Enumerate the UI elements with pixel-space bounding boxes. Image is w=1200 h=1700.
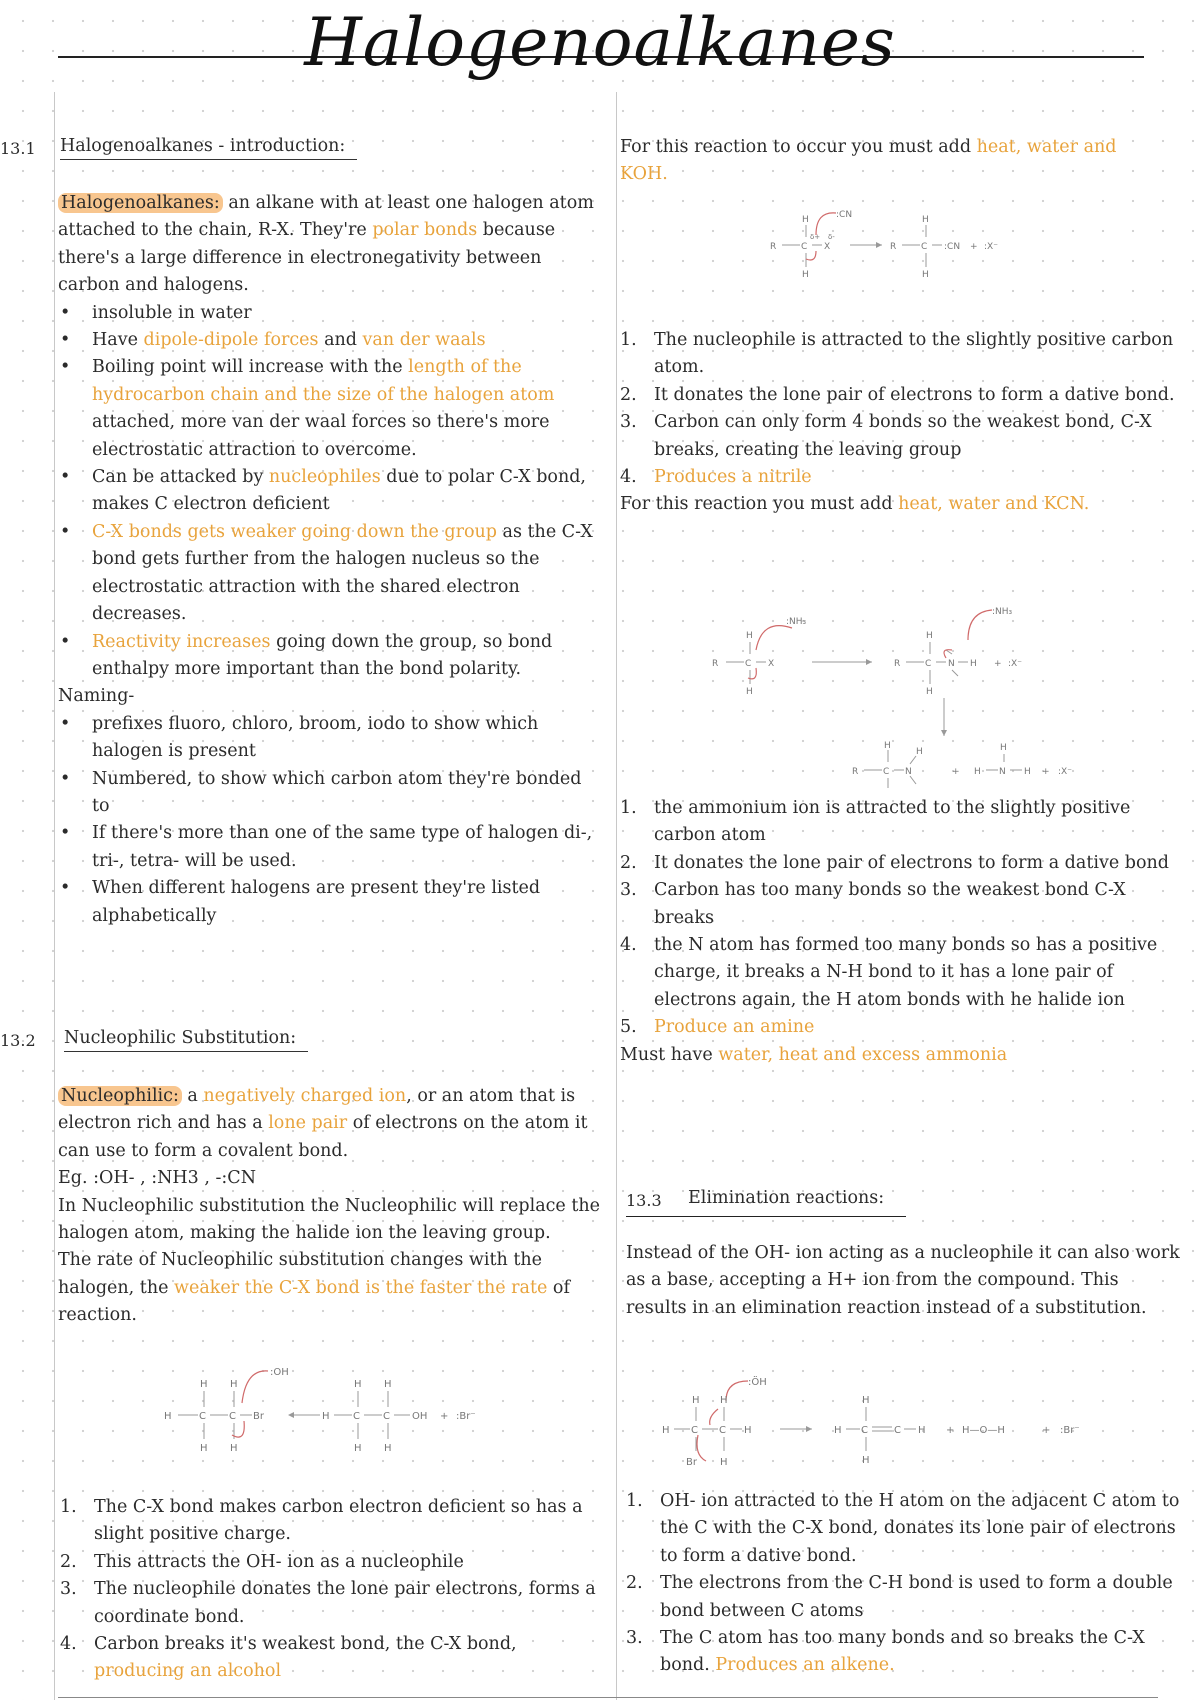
substitution-steps [60, 1494, 605, 1686]
text: It donates the lone pair of electrons to form a dative bond [654, 852, 1169, 873]
atom-label: C [925, 659, 932, 669]
atom-label: :CN [944, 242, 961, 252]
step-number: 2. [626, 1573, 643, 1594]
elimination-diagram [662, 1375, 1152, 1485]
step-number: 4. [60, 1634, 77, 1655]
atom-label: R [894, 659, 901, 669]
highlight: producing an alcohol [94, 1661, 282, 1682]
list-item [58, 820, 598, 875]
text: , or an atom that is electron rich and has a [58, 1086, 576, 1134]
column-divider [616, 92, 617, 1700]
text: If there's more than one of the same type of halogen di-, tri-, tetra- will be used. [92, 823, 593, 871]
highlight: polar bonds [372, 220, 478, 241]
plus-sign: + [946, 1425, 955, 1436]
highlight: length of the hydrocarbon chain and the size of the halogen atom [92, 357, 555, 405]
bottom-rule [58, 1697, 1158, 1698]
text: The rate of Nucleophilic substitution changes with the halogen, the [58, 1250, 543, 1298]
atom-label: C [745, 659, 752, 669]
text: Numbered, to show which carbon atom they're bonded to [92, 768, 582, 816]
naming-heading: Naming- [58, 686, 135, 707]
atom-label: OH [412, 1411, 428, 1422]
list-item [620, 850, 1180, 877]
list-item [58, 629, 598, 684]
atom-label: Br [253, 1411, 264, 1422]
atom-label: H [662, 1425, 670, 1436]
atom-label: H [200, 1379, 208, 1390]
atom-label: H [720, 1395, 728, 1406]
substitution-description: In Nucleophilic substitution the Nucleophilic will replace the halogen atom, making the halide ion the leaving group. [58, 1195, 601, 1244]
atom-label: C [861, 1425, 868, 1436]
text: of reaction. [58, 1277, 570, 1326]
list-item [58, 327, 598, 354]
cyanide-steps [620, 327, 1180, 519]
text: Carbon breaks it's weakest bond, the C-X bond, [94, 1634, 517, 1655]
atom-label: H [200, 1443, 208, 1454]
steps-list [626, 1488, 1186, 1680]
term-marker: Halogenoalkanes: [58, 193, 223, 213]
list-item [620, 409, 1180, 464]
ammonia-steps [620, 795, 1180, 1069]
section-13-3-underline [626, 1216, 906, 1217]
atom-label: H [230, 1443, 238, 1454]
atom-label: H [926, 687, 933, 697]
step-number: 1. [626, 1491, 643, 1511]
section-title-text: Elimination reactions: [688, 1188, 885, 1208]
list-item [620, 877, 1180, 932]
atom-label: N [948, 659, 955, 669]
kcn-condition [620, 491, 1180, 518]
partial-charge: δ- [828, 233, 835, 241]
atom-label: C [921, 242, 928, 252]
plus-sign: + [1042, 767, 1050, 777]
text: Must have [620, 1044, 719, 1065]
list-item [620, 327, 1180, 382]
text: Have [92, 330, 144, 351]
steps-list [620, 795, 1180, 1042]
atom-label: C [883, 767, 890, 777]
atom-label: H [862, 1395, 870, 1406]
highlight: nucleophiles [268, 467, 381, 488]
atom-label: H [802, 270, 809, 280]
intro-block [58, 190, 598, 930]
water-label: H—O—H [962, 1425, 1005, 1436]
text: Carbon has too many bonds so the weakest bond C-X breaks [654, 880, 1126, 928]
left-margin-line [54, 92, 55, 1700]
atom-label: H [834, 1425, 842, 1436]
definition [58, 190, 598, 300]
step-number: 1. [620, 330, 637, 350]
list-item [60, 1549, 605, 1576]
list-item [626, 1488, 1186, 1570]
highlight: Produce an amine [654, 1017, 815, 1038]
hydroxide-label: :ÖH [748, 1377, 767, 1388]
list-item [58, 711, 598, 766]
atom-label: C [353, 1411, 360, 1422]
atom-label: H [974, 767, 981, 777]
text: The electrons from the C-H bond is used to form a double bond between C atoms [660, 1573, 1173, 1621]
atom-label: H [746, 687, 753, 697]
atom-label: H [926, 631, 933, 641]
section-number-13-1: 13.1 [0, 139, 36, 158]
steps-list [60, 1494, 605, 1686]
text: going down the group, so bond enthalpy more important than the bond polarity. [92, 631, 553, 679]
step-number: 3. [626, 1628, 643, 1649]
list-item [60, 1631, 605, 1686]
highlight: heat, water and KOH. [620, 137, 1117, 185]
atom-label: H [354, 1379, 362, 1390]
highlight: Produces an alkene. [715, 1655, 895, 1676]
list-item [626, 1625, 1186, 1680]
nucleophile-definition [58, 1083, 603, 1165]
bromide-label: :Br⁻ [1060, 1425, 1080, 1436]
ammonia-label: :NH₃ [992, 607, 1013, 617]
atom-label: X [768, 659, 775, 669]
atom-label: X [824, 242, 831, 252]
list-item [58, 300, 598, 327]
ammonia-label: :NH₃ [786, 617, 807, 627]
step-number: 4. [620, 935, 637, 956]
text: insoluble in water [92, 302, 252, 323]
list-item [626, 1570, 1186, 1625]
nucleophile-block [58, 1083, 603, 1330]
text: prefixes fluoro, chloro, broom, iodo to show which halogen is present [92, 713, 539, 762]
plus-sign: + [970, 242, 978, 252]
highlight: Produces a nitrile [654, 467, 812, 488]
text: The C atom has too many bonds and so breaks the C-X bond. [660, 1628, 1145, 1676]
term-marker: Nucleophilic: [58, 1086, 182, 1106]
oh-substitution-diagram [160, 1355, 520, 1465]
atom-label: H [354, 1443, 362, 1454]
plus-sign: + [440, 1411, 449, 1422]
halide-label: :X⁻ [1058, 767, 1072, 777]
plus-sign: + [952, 767, 960, 777]
atom-label: H [1024, 767, 1031, 777]
koh-condition [620, 134, 1160, 189]
list-item [60, 1494, 605, 1549]
highlight: C-X bonds gets weaker going down the group [92, 521, 497, 542]
step-number: 2. [620, 852, 637, 873]
section-number-13-3: 13.3 [626, 1191, 662, 1210]
text: The nucleophile is attracted to the slightly positive carbon atom. [654, 330, 1174, 378]
text: OH- ion attracted to the H atom on the adjacent C atom to the C with the C-X bond, donates its lone pair of electrons to form a dative bond. [660, 1491, 1180, 1566]
elimination-steps [626, 1488, 1186, 1680]
text: Boiling point will increase with the [92, 357, 409, 378]
text: as the C-X bond gets further from the halogen nucleus so the electrostatic attraction with the shared electron decreases. [92, 521, 593, 625]
atom-label: H [802, 215, 809, 225]
property-list [58, 300, 598, 684]
atom-label: H [918, 1425, 926, 1436]
atom-label: C [383, 1411, 390, 1422]
list-item [620, 464, 1180, 491]
text: Instead of the OH- ion acting as a nucleophile it can also work as a base, accepting a H+ ion from the compound. This results in an elimination reaction instead of a substitution. [626, 1243, 1180, 1318]
text: For this reaction you must add [620, 494, 899, 515]
section-number-13-2: 13.2 [0, 1031, 36, 1050]
highlight: dipole-dipole forces [143, 330, 319, 351]
atom-label: C [894, 1425, 901, 1436]
cyanide-label: :CN [836, 210, 853, 220]
elimination-intro [626, 1240, 1181, 1322]
atom-label: C [199, 1411, 206, 1422]
list-item [58, 354, 598, 464]
list-item [58, 875, 598, 930]
atom-label: H [746, 631, 753, 641]
text: of electrons on the atom it can use to form a covalent bond. [58, 1113, 588, 1161]
highlight: heat, water and KCN. [898, 494, 1090, 515]
atom-label: H [322, 1411, 330, 1422]
text: The nucleophile donates the lone pair electrons, forms a coordinate bond. [94, 1579, 596, 1627]
highlight: Reactivity increases [92, 631, 271, 652]
ammonia-condition [620, 1042, 1180, 1069]
atom-label: C [229, 1411, 236, 1422]
atom-label: C [691, 1425, 698, 1436]
atom-label: H [970, 659, 977, 669]
text: When different halogens are present they're listed alphabetically [92, 878, 541, 926]
step-number: 3. [620, 412, 637, 433]
text: Can be attacked by [92, 467, 269, 488]
highlight: lone pair [268, 1113, 348, 1134]
atom-label: R [770, 242, 777, 252]
section-title-13-2 [64, 1028, 308, 1052]
highlight: negatively charged ion [203, 1086, 407, 1106]
atom-label: H [384, 1443, 392, 1454]
list-item [60, 1576, 605, 1631]
atom-label: H [384, 1379, 392, 1390]
cyanide-substitution-diagram [770, 205, 1030, 285]
atom-label: Br [686, 1457, 697, 1468]
bromide-label: :Br⁻ [456, 1411, 476, 1422]
naming-list [58, 711, 598, 930]
plus-sign: + [994, 659, 1002, 669]
text: an alkane with at least one halogen atom attached to the chain, R-X. They're [58, 193, 594, 241]
step-number: 3. [620, 880, 637, 901]
halide-label: :X⁻ [984, 242, 998, 252]
atom-label: H [744, 1425, 752, 1436]
rate-description [58, 1247, 603, 1329]
atom-label: R [890, 242, 897, 252]
text: the ammonium ion is attracted to the slightly positive carbon atom [654, 798, 1131, 846]
step-number: 1. [620, 798, 637, 818]
step-number: 4. [620, 467, 637, 488]
list-item [620, 932, 1180, 1014]
atom-label: C [719, 1425, 726, 1436]
list-item [58, 464, 598, 519]
list-item [58, 519, 598, 629]
atom-label: H [692, 1395, 700, 1406]
section-title-13-3 [688, 1188, 884, 1208]
atom-label: H [862, 1455, 870, 1466]
atom-label: R [852, 767, 859, 777]
atom-label: H [164, 1411, 172, 1422]
text: It donates the lone pair of electrons to form a dative bond. [654, 384, 1175, 405]
text: Carbon can only form 4 bonds so the weakest bond, C-X breaks, creating the leaving group [654, 412, 1152, 460]
list-item [620, 382, 1180, 409]
page-title: Halogenoalkanes [304, 4, 896, 81]
text: because there's a large difference in electronegativity between carbon and halogens. [58, 220, 556, 296]
step-number: 1. [60, 1497, 77, 1517]
step-number: 5. [620, 1017, 637, 1038]
section-title-text: Halogenoalkanes - introduction: [60, 136, 357, 160]
atom-label: H [884, 741, 891, 751]
hydroxide-label: :OH [270, 1367, 289, 1378]
atom-label: H [922, 215, 929, 225]
halide-label: :X⁻ [1008, 659, 1022, 669]
plus-sign: + [1042, 1425, 1051, 1436]
ammonia-substitution-diagram [712, 588, 1112, 788]
list-item [620, 795, 1180, 850]
atom-label: H [720, 1457, 728, 1468]
text: due to polar C-X bond, makes C electron deficient [92, 467, 586, 515]
text: a [181, 1086, 204, 1106]
step-number: 3. [60, 1579, 77, 1600]
text: and [318, 330, 363, 351]
step-number: 2. [620, 384, 637, 405]
atom-label: N [999, 767, 1006, 777]
atom-label: H [922, 270, 929, 280]
text: For this reaction to occur you must add [620, 137, 977, 157]
steps-list [620, 327, 1180, 491]
text: This attracts the OH- ion as a nucleophile [94, 1551, 464, 1572]
highlight: van der waals [362, 330, 486, 351]
partial-charge: δ+ [810, 233, 821, 241]
list-item [58, 766, 598, 821]
atom-label: H [1000, 743, 1007, 753]
highlight: weaker the C-X bond is the faster the rate [174, 1277, 548, 1298]
text: attached, more van der waal forces so there's more electrostatic attraction to overcome. [92, 412, 550, 460]
section-title-13-1 [60, 136, 357, 160]
text: The C-X bond makes carbon electron deficient so has a slight positive charge. [94, 1497, 583, 1545]
examples: Eg. :OH- , :NH3 , -:CN [58, 1168, 257, 1189]
atom-label: H [230, 1379, 238, 1390]
highlight: water, heat and excess ammonia [718, 1044, 1008, 1065]
section-title-text: Nucleophilic Substitution: [64, 1028, 308, 1052]
atom-label: H [916, 747, 923, 757]
step-number: 2. [60, 1551, 77, 1572]
atom-label: R [712, 659, 719, 669]
list-item [620, 1014, 1180, 1041]
atom-label: N [905, 767, 912, 777]
atom-label: C [801, 242, 808, 252]
text: the N atom has formed too many bonds so has a positive charge, it breaks a N-H bond to it has a lone pair of electrons again, the H atom bonds with he halide ion [654, 935, 1158, 1010]
